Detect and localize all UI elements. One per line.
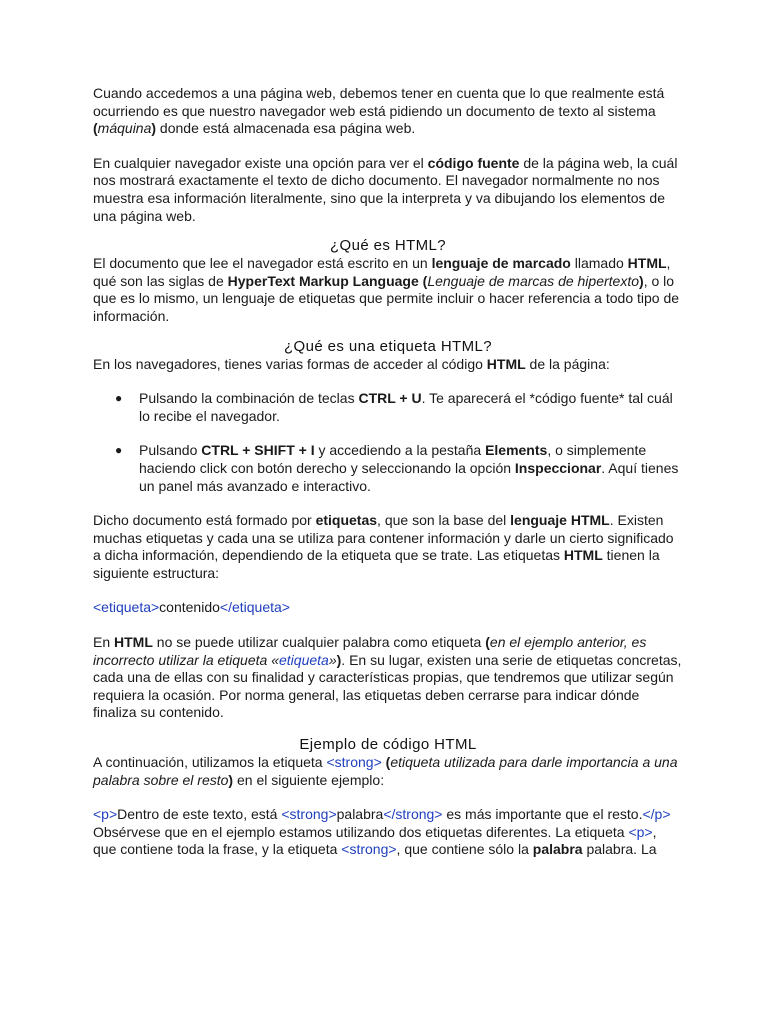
bold-text: Elements <box>485 442 548 459</box>
bold-text: lenguaje HTML <box>510 512 610 529</box>
bold-text: HTML <box>486 355 526 372</box>
text-span: . Te aparecerá el *código fuente* tal cuál lo recibe el navegador. <box>139 390 673 424</box>
heading-que-es-html: ¿Qué es HTML? <box>329 237 447 255</box>
paragraph-etiquetas <box>93 512 683 582</box>
bold-text: código fuente <box>427 154 520 171</box>
bold-text: ( <box>485 634 490 651</box>
code-tag: <etiqueta> <box>93 599 160 616</box>
bold-text: ( <box>385 754 391 771</box>
italic-text: Lenguaje de marcas de hipertexto <box>427 272 640 289</box>
text-span: , o lo que es lo mismo, un lenguaje de etiquetas que permite incluir o hacer referencia a todo tipo de información. <box>93 272 680 324</box>
text-span: En los navegadores, tienes varias formas de acceder al código <box>93 355 487 372</box>
bold-text: CTRL + SHIFT + I <box>201 442 315 459</box>
text-span: , qué son las siglas de <box>93 255 671 289</box>
italic-text: » <box>328 651 337 668</box>
code-tag: <p> <box>628 823 653 840</box>
bold-text: HTML <box>627 255 667 272</box>
bold-text: Inspeccionar <box>514 459 602 476</box>
text-span: , que contiene toda la frase, y la etiqueta <box>93 823 657 858</box>
code-tag: <p> <box>93 806 118 823</box>
text-span: A continuación, utilizamos la etiqueta <box>93 754 327 771</box>
text-span: Pulsando la combinación de teclas <box>139 390 359 407</box>
text-span: En cualquier navegador existe una opción para ver el <box>93 154 428 171</box>
paragraph-html-definition <box>93 255 683 325</box>
bold-text: ) <box>336 651 342 668</box>
paragraph-strong-intro <box>93 754 683 789</box>
bold-text: etiquetas <box>315 512 378 529</box>
text-span: palabra <box>336 806 384 823</box>
code-tag: </etiqueta> <box>219 599 290 616</box>
text-span: de la página: <box>525 355 610 372</box>
bold-text: HTML <box>114 634 153 651</box>
code-tag: </strong> <box>383 806 443 823</box>
paragraph-restrictions <box>93 634 683 722</box>
code-example-structure <box>93 599 683 617</box>
paragraph-intro <box>93 85 683 138</box>
list-item <box>93 390 683 425</box>
bold-text: ) <box>151 120 157 137</box>
text-span: , o simplemente haciendo click con botón derecho y seleccionando la opción <box>139 442 647 476</box>
text-span: donde está almacenada esa página web. <box>156 120 416 137</box>
text-span: de la página web, la cuál nos mostrará exactamente el texto de dicho documento. El navegador normalmente no nos muestra esa información literalmente, sino que la interpreta y va dibujando los elementos de una página web. <box>93 154 678 224</box>
bold-text: CTRL + U <box>358 390 422 407</box>
heading-que-es-etiqueta: ¿Qué es una etiqueta HTML? <box>283 337 492 355</box>
heading-ejemplo-codigo: Ejemplo de código HTML <box>299 736 477 754</box>
text-span: . Existen muchas etiquetas y cada una se utiliza para contener información y darle un cierto significado a dicha información, dependiendo de la etiqueta que se trate. Las etiquetas <box>93 512 674 564</box>
paragraph-source-code <box>93 155 683 225</box>
text-span: tienen la siguiente estructura: <box>93 547 660 581</box>
code-tag: <strong> <box>341 841 397 858</box>
text-span: , que son la base del <box>377 512 511 529</box>
text-span: llamado <box>570 255 628 272</box>
text-span: Obsérvese que en el ejemplo estamos utilizando dos etiquetas diferentes. La etiqueta <box>93 823 629 840</box>
text-span: . Aquí tienes un panel más avanzado e interactivo. <box>139 459 679 494</box>
text-span: Dentro de este texto, está <box>117 806 282 823</box>
bullet-icon: ● <box>115 391 123 406</box>
italic-text: etiqueta utilizada para darle importancia a una palabra sobre el resto <box>93 754 678 788</box>
text-span: Cuando accedemos a una página web, debemos tener en cuenta que lo que realmente está ocurriendo es que nuestro navegador web está pidiendo un documento de texto al sistema <box>93 85 665 119</box>
bold-text: lenguaje de marcado <box>431 255 571 272</box>
italic-text: en el ejemplo anterior, es incorrecto utilizar la etiqueta « <box>93 634 647 668</box>
bold-text: HyperText Markup Language ( <box>227 272 428 289</box>
text-span: En <box>93 634 115 651</box>
code-example-strong <box>93 806 683 824</box>
code-tag: <strong> <box>281 806 337 823</box>
italic-code-text: etiqueta <box>279 651 329 668</box>
bold-text: ) <box>228 771 234 788</box>
bullet-icon: ● <box>115 443 123 458</box>
bold-text: HTML <box>563 547 603 564</box>
document-body <box>93 85 683 859</box>
bold-text: ) <box>639 272 644 289</box>
bold-text: palabra <box>532 841 583 858</box>
text-span: Pulsando <box>139 442 202 459</box>
code-tag: <strong> <box>326 754 382 771</box>
bullet-list <box>93 390 683 495</box>
bold-text: ( <box>93 120 98 137</box>
text-span: El documento que lee el navegador está escrito en un <box>93 255 432 272</box>
paragraph-access-code <box>93 356 683 374</box>
text-span: es más importante que el resto. <box>442 806 643 823</box>
text-span: contenido <box>159 599 220 616</box>
text-span: palabra. La <box>582 841 657 858</box>
code-tag: </p> <box>642 806 671 823</box>
text-span: y accediendo a la pestaña <box>314 442 486 459</box>
paragraph-observe <box>93 824 683 859</box>
text-span: Dicho documento está formado por <box>93 512 316 529</box>
text-span: , que contiene sólo la <box>396 841 533 858</box>
text-span: en el siguiente ejemplo: <box>233 771 385 788</box>
list-item <box>93 442 683 495</box>
italic-text: máquina <box>97 120 152 137</box>
text-span: . En su lugar, existen una serie de etiquetas concretas, cada una de ellas con su finalidad y características propias, que tendremos que utilizar según requiera la ocasión. Por norma general, las etiquetas deben cerrarse para indicar dónde finaliza su contenido. <box>93 651 682 721</box>
text-span: no se puede utilizar cualquier palabra como etiqueta <box>152 634 486 651</box>
